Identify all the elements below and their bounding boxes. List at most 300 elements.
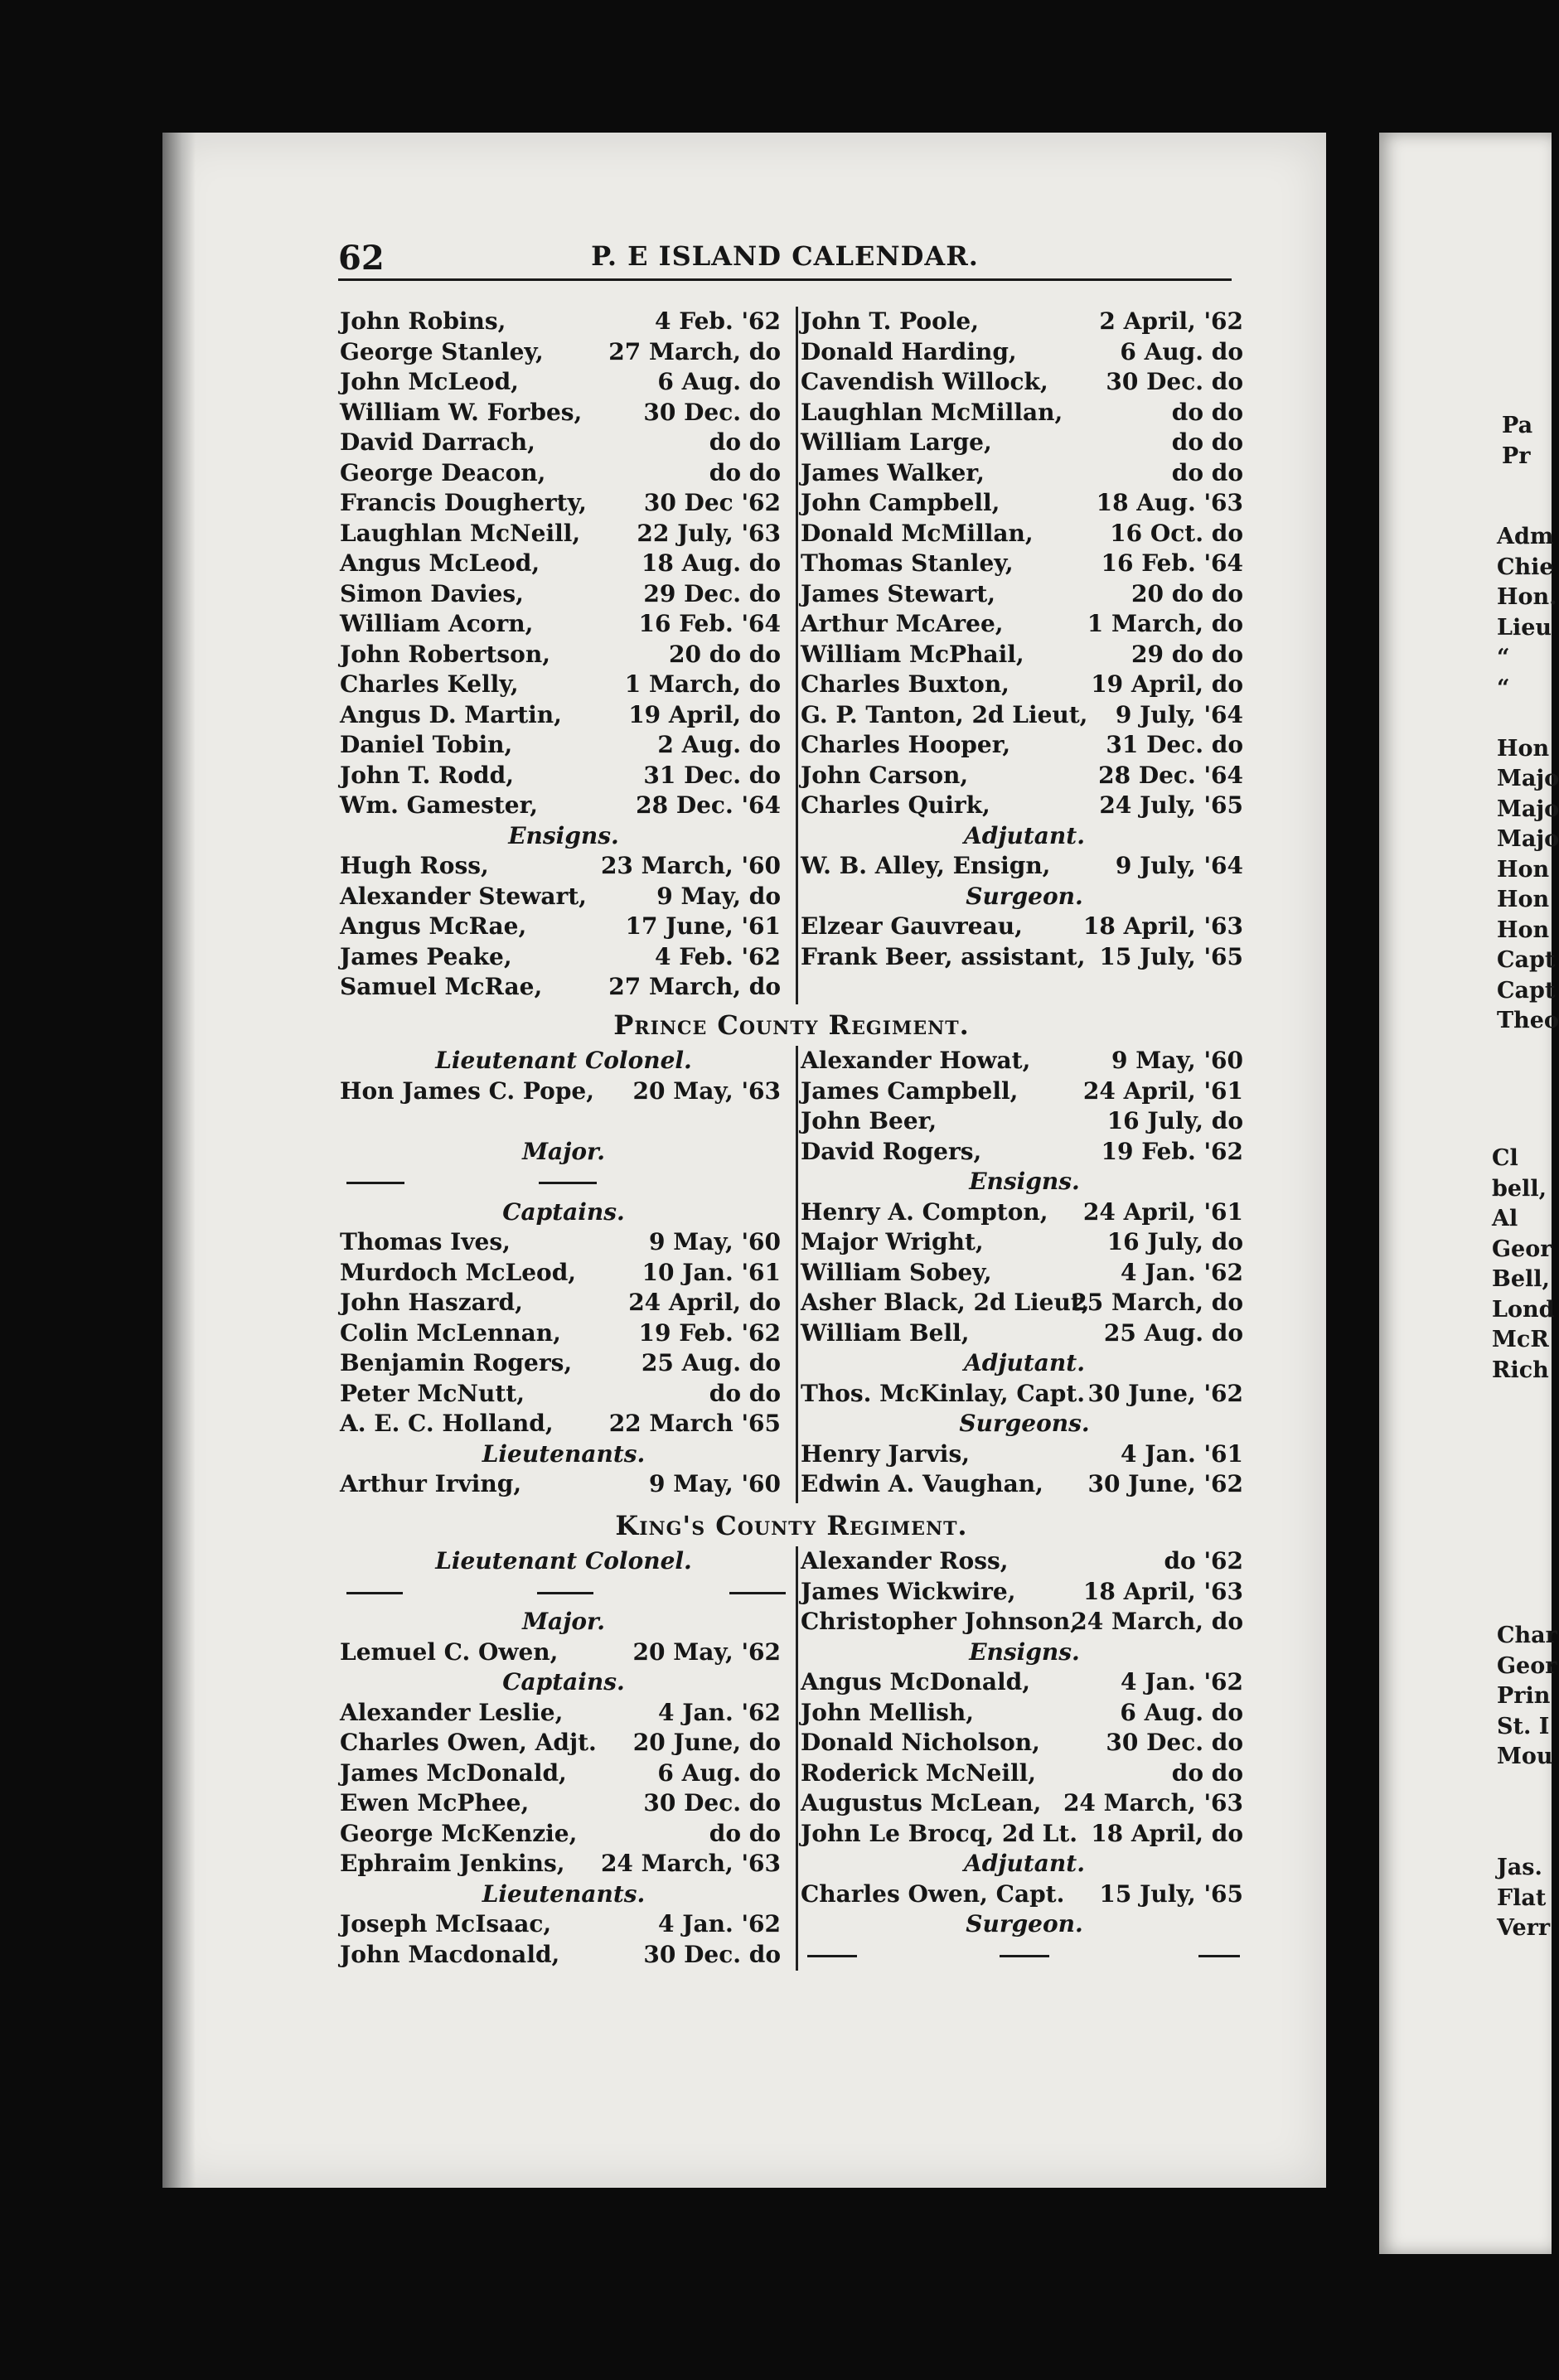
commission-date: 6 Aug. do [1120, 337, 1243, 365]
officer-entry [801, 337, 1248, 368]
vacant-dash [801, 1940, 1248, 1971]
officer-entry [340, 1788, 787, 1819]
officer-name: John Carson, [801, 761, 969, 789]
commission-date: 25 Aug. do [641, 1349, 781, 1376]
rank-heading: Surgeon. [966, 1910, 1083, 1937]
officer-name: William W. Forbes, [340, 398, 583, 426]
officer-entry [801, 579, 1248, 610]
commission-date: 6 Aug. do [657, 1758, 781, 1787]
facing-page-fragment: Pr [1502, 443, 1531, 469]
officer-name: Hugh Ross, [340, 852, 489, 879]
officer-entry [340, 1637, 787, 1668]
commission-date: 24 March, '63 [1063, 1789, 1243, 1816]
officer-entry [801, 549, 1248, 579]
commission-date: 20 May, '63 [632, 1076, 781, 1105]
facing-page-text [1502, 411, 1532, 472]
officer-entry [801, 942, 1248, 973]
officer-name: Major Wright, [801, 1228, 984, 1255]
officer-entry [340, 761, 787, 791]
commission-date: 30 June, '62 [1087, 1470, 1243, 1497]
officer-entry [340, 1469, 787, 1500]
commission-date: 6 Aug. do [1120, 1698, 1243, 1726]
officer-name: John Robins, [340, 307, 506, 335]
facing-page-text [1497, 1853, 1550, 1944]
kings-regiment-left [340, 1546, 787, 1970]
column-divider [796, 1046, 798, 1503]
officer-entry [340, 882, 787, 912]
running-title: P. E ISLAND CALENDAR. [591, 240, 979, 272]
officer-entry [801, 1667, 1248, 1698]
officer-entry [340, 1849, 787, 1879]
officer-name: Augustus McLean, [801, 1789, 1042, 1816]
dash-rule [346, 1182, 404, 1184]
officer-name: George McKenzie, [340, 1819, 578, 1847]
officer-entry [801, 730, 1248, 761]
officer-entry [340, 1409, 787, 1439]
officer-name: Ewen McPhee, [340, 1789, 530, 1816]
facing-page-fragment: Majo [1497, 766, 1559, 791]
officer-name: Charles Owen, Capt. [801, 1879, 1065, 1908]
officer-entry [801, 1197, 1248, 1228]
officer-name: Murdoch McLeod, [340, 1258, 577, 1286]
facing-page-fragment: Hon [1497, 735, 1550, 762]
commission-date: 4 Jan. '61 [1120, 1439, 1243, 1468]
commission-date: 24 April, '61 [1082, 1076, 1243, 1105]
officer-name: William Sobey, [801, 1258, 992, 1286]
facing-page-fragment: Hon [1497, 917, 1550, 943]
officer-name: Arthur McAree, [801, 610, 1004, 637]
officer-entry [801, 1546, 1248, 1577]
facing-page-fragment: Flat [1497, 1884, 1547, 1911]
officer-entry [801, 1227, 1248, 1258]
officer-name: James Stewart, [801, 579, 995, 607]
officer-entry [340, 972, 787, 1003]
officer-entry [340, 367, 787, 398]
commission-date: 19 Feb. '62 [1101, 1137, 1243, 1165]
officer-name: Donald Harding, [801, 337, 1017, 365]
page-header [338, 239, 1232, 281]
rank-heading: Adjutant. [964, 1349, 1085, 1376]
commission-date: 20 do do [1131, 579, 1243, 607]
commission-date: 24 July, '65 [1099, 791, 1243, 819]
officer-entry [340, 1758, 787, 1789]
commission-date: 31 Dec. do [643, 761, 781, 789]
commission-date: 16 Oct. do [1110, 519, 1243, 547]
facing-page-fragment: Al [1492, 1206, 1518, 1231]
commission-date: 9 May, '60 [649, 1470, 781, 1497]
officer-entry [801, 1439, 1248, 1470]
commission-date: 4 Jan. '62 [1120, 1668, 1243, 1696]
officer-entry [801, 912, 1248, 942]
commission-date: 9 May, '60 [649, 1228, 781, 1255]
rank-heading: Ensigns. [969, 1637, 1080, 1666]
officer-entry [340, 1728, 787, 1758]
rank-heading: Lieutenants. [482, 1879, 646, 1908]
facing-page-fragment: Majo [1497, 826, 1559, 852]
officer-entry [801, 670, 1248, 700]
commission-date: do do [1171, 428, 1243, 456]
facing-page-fragment: “ [1497, 675, 1510, 701]
commission-date: 20 May, '62 [632, 1637, 781, 1666]
officer-entry [340, 1076, 787, 1107]
commission-date: do do [1171, 458, 1243, 486]
facing-page-fragment: Capt [1497, 977, 1556, 1004]
commission-date: 4 Feb. '62 [654, 942, 781, 970]
commission-date: 20 June, do [632, 1729, 781, 1756]
officer-name: Angus McDonald, [801, 1668, 1030, 1696]
officer-name: John Le Brocq, 2d Lt. [801, 1819, 1078, 1847]
officer-name: Charles Quirk, [801, 791, 990, 819]
officer-entry [801, 1879, 1248, 1910]
officer-name: Thos. McKinlay, Capt. [801, 1379, 1086, 1407]
officer-entry [340, 730, 787, 761]
commission-date: 18 April, do [1091, 1819, 1243, 1847]
officer-entry [340, 307, 787, 337]
facing-page-fragment: Chie [1497, 554, 1554, 580]
officer-entry [340, 1227, 787, 1258]
officer-entry [801, 1698, 1248, 1729]
column-divider [796, 307, 798, 1004]
facing-page-fragment: “ [1497, 645, 1510, 670]
dash-rule [539, 1182, 597, 1184]
officer-name: Charles Buxton, [801, 670, 1009, 698]
commission-date: 2 April, '62 [1099, 307, 1243, 335]
officer-entry [801, 458, 1248, 489]
officer-name: Thomas Ives, [340, 1228, 511, 1255]
commission-date: 29 do do [1131, 640, 1243, 668]
facing-page-fragment: Lieu [1497, 614, 1552, 641]
officer-entry [801, 851, 1248, 882]
commission-date: 30 Dec. do [1106, 368, 1243, 395]
commission-date: 30 June, '62 [1087, 1379, 1243, 1407]
prince-regiment-right [801, 1046, 1248, 1500]
facing-page-fragment: Verr [1497, 1915, 1551, 1941]
dash-rule [807, 1955, 857, 1957]
officer-name: Angus D. Martin, [340, 700, 562, 728]
officer-name: Cavendish Willock, [801, 368, 1048, 395]
rank-heading: Surgeons. [959, 1410, 1090, 1437]
officer-list-right [801, 307, 1248, 972]
commission-date: do do [709, 1379, 781, 1407]
officer-entry [801, 1137, 1248, 1168]
facing-page-fragment: Adm [1497, 524, 1554, 549]
facing-page-fragment: Cl [1492, 1145, 1518, 1171]
commission-date: 6 Aug. do [657, 368, 781, 395]
rank-heading: Adjutant. [964, 1850, 1085, 1877]
facing-page-fragment: Theo [1497, 1008, 1559, 1033]
officer-name: Henry A. Compton, [801, 1197, 1048, 1226]
column-divider [796, 1546, 798, 1971]
facing-page-fragment: Hon [1497, 856, 1550, 883]
dash-rule [346, 1592, 403, 1594]
officer-name: Arthur Irving, [340, 1470, 522, 1497]
officer-name: Charles Owen, Adjt. [340, 1729, 597, 1756]
officer-name: Elzear Gauvreau, [801, 912, 1023, 940]
officer-entry [340, 1258, 787, 1289]
officer-entry [801, 1819, 1248, 1850]
officer-entry [340, 640, 787, 670]
commission-date: 28 Dec. '64 [1098, 761, 1243, 789]
commission-date: 16 July, do [1106, 1228, 1243, 1255]
officer-name: James Peake, [340, 942, 512, 970]
commission-date: 1 March, do [624, 670, 781, 698]
officer-name: John Beer, [801, 1107, 937, 1134]
officer-name: Samuel McRae, [340, 973, 543, 1000]
commission-date: 25 Aug. do [1103, 1318, 1243, 1347]
officer-entry [801, 761, 1248, 791]
officer-name: Charles Kelly, [340, 670, 519, 698]
officer-name: James Campbell, [801, 1076, 1019, 1105]
officer-name: Angus McLeod, [340, 549, 540, 577]
officer-entry [340, 609, 787, 640]
officer-name: Laughlan McNeill, [340, 519, 581, 547]
rank-heading: Captains. [502, 1668, 625, 1696]
officer-entry [801, 488, 1248, 519]
officer-entry [801, 1728, 1248, 1758]
officer-name: James Wickwire, [801, 1577, 1016, 1605]
commission-date: 9 July, '64 [1115, 852, 1243, 879]
officer-name: Donald Nicholson, [801, 1729, 1040, 1756]
officer-name: James McDonald, [340, 1758, 567, 1787]
officer-entry [340, 579, 787, 610]
officer-name: John T. Poole, [801, 307, 979, 335]
officer-name: G. P. Tanton, 2d Lieut, [801, 700, 1088, 728]
officer-entry [801, 1106, 1248, 1137]
rank-heading: Lieutenant Colonel. [435, 1047, 692, 1074]
commission-date: 1 March, do [1087, 610, 1243, 637]
commission-date: 25 March, do [1071, 1289, 1243, 1316]
officer-name: Donald McMillan, [801, 519, 1034, 547]
officer-name: Thomas Stanley, [801, 549, 1014, 577]
commission-date: 27 March, do [608, 337, 781, 365]
commission-date: 24 March, do [1071, 1608, 1243, 1635]
officer-entry [801, 428, 1248, 458]
officer-entry [340, 942, 787, 973]
officer-entry [801, 1577, 1248, 1608]
commission-date: 2 Aug. do [657, 731, 781, 758]
commission-date: 16 Feb. '64 [1101, 549, 1243, 577]
commission-date: 18 Aug. do [641, 549, 781, 577]
commission-date: 18 Aug. '63 [1096, 489, 1243, 516]
officer-entry [801, 1469, 1248, 1500]
officer-name: A. E. C. Holland, [340, 1410, 554, 1437]
facing-page-fragment: Rich [1492, 1357, 1549, 1383]
officer-entry [340, 1379, 787, 1410]
commission-date: 9 May, do [656, 882, 781, 910]
officer-entry [340, 1348, 787, 1379]
commission-date: do do [709, 428, 781, 456]
officer-entry [801, 519, 1248, 549]
commission-date: 15 July, '65 [1099, 942, 1243, 970]
facing-page-fragment: Hon [1497, 887, 1550, 912]
officer-name: Frank Beer, assistant, [801, 942, 1086, 970]
officer-name: John Mellish, [801, 1698, 974, 1726]
rank-heading: Surgeon. [966, 882, 1083, 910]
officer-entry [801, 1318, 1248, 1349]
officer-entry [801, 1788, 1248, 1819]
rank-heading: Major. [522, 1137, 605, 1165]
rank-heading: Major. [522, 1608, 605, 1635]
officer-entry [340, 519, 787, 549]
commission-date: do do [1171, 398, 1243, 426]
commission-date: 9 May, '60 [1111, 1047, 1243, 1074]
commission-date: 30 Dec. do [643, 1940, 781, 1968]
officer-entry [340, 337, 787, 368]
facing-page-text [1497, 1621, 1557, 1773]
facing-page-fragment: Pa [1502, 413, 1533, 438]
officer-entry [340, 1318, 787, 1349]
prince-regiment-heading: Prince County Regiment. [613, 1009, 970, 1041]
commission-date: 17 June, '61 [625, 912, 781, 940]
officer-entry [801, 307, 1248, 337]
officer-entry [801, 398, 1248, 428]
officer-entry [340, 1698, 787, 1729]
officer-name: Alexander Howat, [801, 1047, 1031, 1074]
officer-entry [801, 609, 1248, 640]
commission-date: 15 July, '65 [1099, 1879, 1243, 1908]
vacant-dash [340, 1167, 787, 1197]
officer-name: Colin McLennan, [340, 1318, 561, 1347]
commission-date: 30 Dec. do [1106, 1729, 1243, 1756]
officer-entry [801, 367, 1248, 398]
kings-regiment-right [801, 1546, 1248, 1970]
officer-name: W. B. Alley, Ensign, [801, 852, 1051, 879]
commission-date: 19 April, do [1091, 670, 1243, 698]
officer-entry [801, 1379, 1248, 1410]
officer-name: Joseph McIsaac, [340, 1910, 552, 1937]
officer-name: John McLeod, [340, 368, 519, 395]
facing-page-fragment: Prin [1497, 1683, 1551, 1709]
vacant-dash [340, 1577, 787, 1608]
officer-name: James Walker, [801, 458, 985, 486]
officer-entry [801, 700, 1248, 731]
facing-page-fragment: Hon. [1497, 584, 1557, 610]
commission-date: 20 do do [669, 640, 781, 668]
officer-entry [801, 1076, 1248, 1107]
commission-date: 30 Dec. do [643, 398, 781, 426]
officer-entry [801, 1758, 1248, 1789]
facing-page-fragment: Lond [1492, 1296, 1555, 1323]
commission-date: 24 March, '63 [600, 1850, 781, 1877]
facing-page-text [1497, 522, 1559, 1037]
officer-entry [340, 700, 787, 731]
officer-name: John Haszard, [340, 1289, 523, 1316]
officer-name: Ephraim Jenkins, [340, 1850, 565, 1877]
officer-name: Alexander Stewart, [340, 882, 587, 910]
commission-date: 19 April, do [628, 700, 781, 728]
facing-page-fragment: Geor [1497, 1652, 1557, 1679]
dash-rule [729, 1592, 786, 1594]
officer-name: William McPhail, [801, 640, 1024, 668]
blank-line [340, 1106, 787, 1137]
officer-name: John Campbell, [801, 489, 1000, 516]
facing-page-fragment [1497, 704, 1559, 734]
commission-date: 9 July, '64 [1115, 700, 1243, 728]
officer-name: Daniel Tobin, [340, 731, 513, 758]
commission-date: 10 Jan. '61 [642, 1258, 781, 1286]
facing-page-fragment: bell, [1492, 1175, 1547, 1202]
book-gutter [162, 133, 196, 2188]
officer-entry [801, 1046, 1248, 1076]
commission-date: 29 Dec. do [643, 579, 781, 607]
officer-name: Alexander Leslie, [340, 1698, 564, 1726]
officer-name: Wm. Gamester, [340, 791, 539, 819]
facing-page-fragment: St. I [1497, 1713, 1550, 1739]
officer-entry [340, 670, 787, 700]
dash-rule [1000, 1955, 1049, 1957]
officer-entry [801, 1258, 1248, 1289]
commission-date: do '62 [1164, 1547, 1243, 1575]
commission-date: 4 Jan. '62 [1120, 1258, 1243, 1286]
rank-heading: Ensigns. [508, 821, 619, 849]
commission-date: 31 Dec. do [1106, 731, 1243, 758]
officer-entry [340, 458, 787, 489]
rank-heading: Captains. [502, 1197, 625, 1226]
rank-heading: Lieutenants. [482, 1439, 646, 1468]
commission-date: 30 Dec '62 [643, 489, 781, 516]
prince-regiment-left [340, 1046, 787, 1500]
facing-page-fragment: Jas. [1497, 1855, 1542, 1880]
officer-entry [801, 640, 1248, 670]
rank-heading: Adjutant. [964, 821, 1085, 849]
officer-name: Simon Davies, [340, 579, 524, 607]
commission-date: 23 March, '60 [600, 852, 781, 879]
officer-list-left [340, 307, 787, 1003]
facing-page-fragment: Bell, [1492, 1266, 1550, 1292]
kings-regiment-heading: King's County Regiment. [615, 1510, 968, 1541]
officer-entry [340, 398, 787, 428]
commission-date: 22 March '65 [608, 1410, 781, 1437]
commission-date: 24 April, do [628, 1289, 781, 1316]
officer-entry [340, 1819, 787, 1850]
facing-page-fragment: Char [1497, 1623, 1557, 1648]
facing-page-fragment: McR [1492, 1327, 1549, 1352]
commission-date: 16 Feb. '64 [638, 610, 781, 637]
officer-name: Angus McRae, [340, 912, 527, 940]
officer-name: Hon James C. Pope, [340, 1076, 594, 1105]
officer-name: Roderick McNeill, [801, 1758, 1037, 1787]
commission-date: 28 Dec. '64 [636, 791, 781, 819]
officer-name: Asher Black, 2d Lieut, [801, 1289, 1090, 1316]
officer-name: Lemuel C. Owen, [340, 1637, 559, 1666]
officer-name: Peter McNutt, [340, 1379, 525, 1407]
officer-name: Benjamin Rogers, [340, 1349, 573, 1376]
officer-entry [340, 549, 787, 579]
officer-name: Henry Jarvis, [801, 1439, 970, 1468]
commission-date: 22 July, '63 [637, 519, 781, 547]
officer-name: George Stanley, [340, 337, 544, 365]
commission-date: 18 April, '63 [1082, 912, 1243, 940]
officer-name: William Large, [801, 428, 992, 456]
officer-name: William Bell, [801, 1318, 970, 1347]
officer-name: Laughlan McMillan, [801, 398, 1063, 426]
officer-entry [340, 1288, 787, 1318]
commission-date: do do [709, 458, 781, 486]
officer-name: Christopher Johnson, [801, 1608, 1078, 1635]
officer-name: John Macdonald, [340, 1940, 560, 1968]
officer-name: John Robertson, [340, 640, 550, 668]
rank-heading: Ensigns. [969, 1168, 1080, 1195]
officer-name: William Acorn, [340, 610, 534, 637]
page-number: 62 [338, 239, 385, 278]
rank-heading: Lieutenant Colonel. [435, 1547, 692, 1575]
officer-entry [340, 428, 787, 458]
officer-entry [801, 1607, 1248, 1637]
commission-date: do do [709, 1819, 781, 1847]
commission-date: 16 July, do [1106, 1107, 1243, 1134]
officer-entry [340, 851, 787, 882]
officer-name: George Deacon, [340, 458, 546, 486]
